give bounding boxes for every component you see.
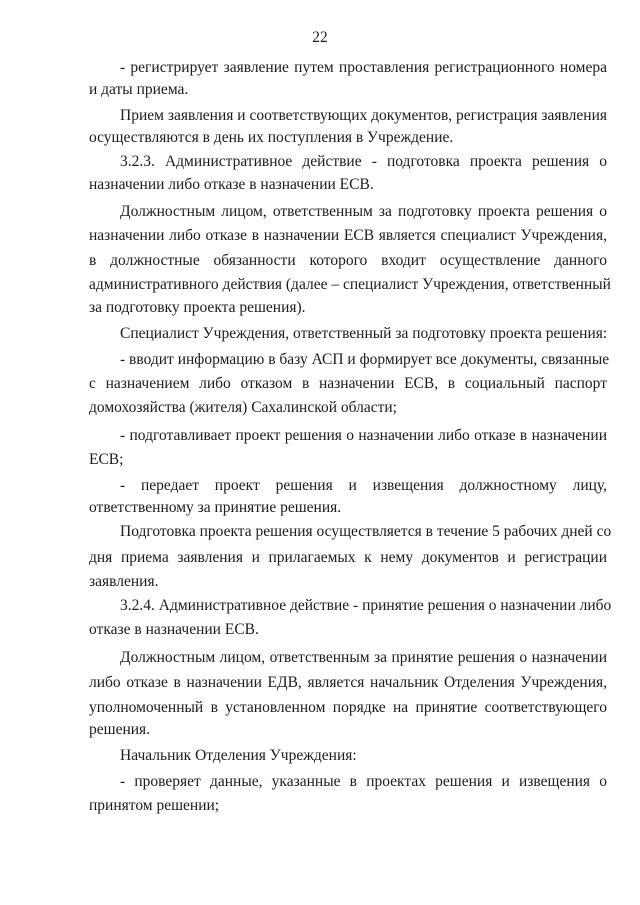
text-line: домохозяйства (жителя) Сахалинской области;	[89, 399, 397, 416]
text-line: назначении либо отказе в назначении ЕСВ является специалист Учреждения,	[89, 227, 607, 244]
text-line: решения.	[89, 721, 151, 738]
text-line: Должностным лицом, ответственным за принятие решения о назначении	[120, 649, 607, 666]
text-line: уполномоченный в установленном порядке на принятие соответствующего	[89, 699, 607, 716]
text-line: дня приема заявления и прилагаемых к нему документов и регистрации	[89, 549, 607, 566]
text-line: Прием заявления и соответствующих документов, регистрация заявления	[120, 107, 607, 124]
text-line: заявления.	[89, 573, 159, 590]
text-line: в должностные обязанности которого входит осуществление данного	[89, 252, 607, 269]
text-line: 3.2.4. Административное действие - принятие решения о назначении либо	[120, 597, 612, 614]
text-line: и даты приема.	[89, 81, 189, 98]
text-line: за подготовку проекта решения).	[89, 299, 306, 316]
text-line: - регистрирует заявление путем проставления регистрационного номера	[120, 59, 607, 76]
text-line: - подготавливает проект решения о назначении либо отказе в назначении	[120, 427, 607, 444]
text-line: - проверяет данные, указанные в проектах решения и извещения о	[120, 773, 607, 790]
text-line: Подготовка проекта решения осуществляется в течение 5 рабочих дней со	[120, 523, 612, 540]
text-line: - вводит информацию в базу АСП и формирует все документы, связанные	[120, 351, 610, 368]
text-line: отказе в назначении ЕСВ.	[89, 621, 259, 638]
text-line: 3.2.3. Административное действие - подготовка проекта решения о	[120, 153, 607, 170]
text-line: административного действия (далее – специалист Учреждения, ответственный	[89, 276, 611, 293]
text-line: Начальник Отделения Учреждения:	[120, 747, 357, 764]
text-line: ЕСВ;	[89, 451, 124, 468]
text-line: Должностным лицом, ответственным за подготовку проекта решения о	[120, 203, 607, 220]
text-line: - передает проект решения и извещения должностному лицу,	[120, 477, 607, 494]
text-line: ответственному за принятие решения.	[89, 499, 342, 516]
text-line: либо отказе в назначении ЕДВ, является начальник Отделения Учреждения,	[89, 674, 607, 691]
text-line: с назначением либо отказом в назначении ЕСВ, в социальный паспорт	[89, 375, 607, 392]
text-line: осуществляются в день их поступления в Учреждение.	[89, 129, 454, 146]
text-line: принятом решении;	[89, 797, 220, 814]
page-number: 22	[312, 29, 328, 46]
text-line: Специалист Учреждения, ответственный за подготовку проекта решения:	[120, 325, 608, 342]
text-line: назначении либо отказе в назначении ЕСВ.	[89, 176, 374, 193]
